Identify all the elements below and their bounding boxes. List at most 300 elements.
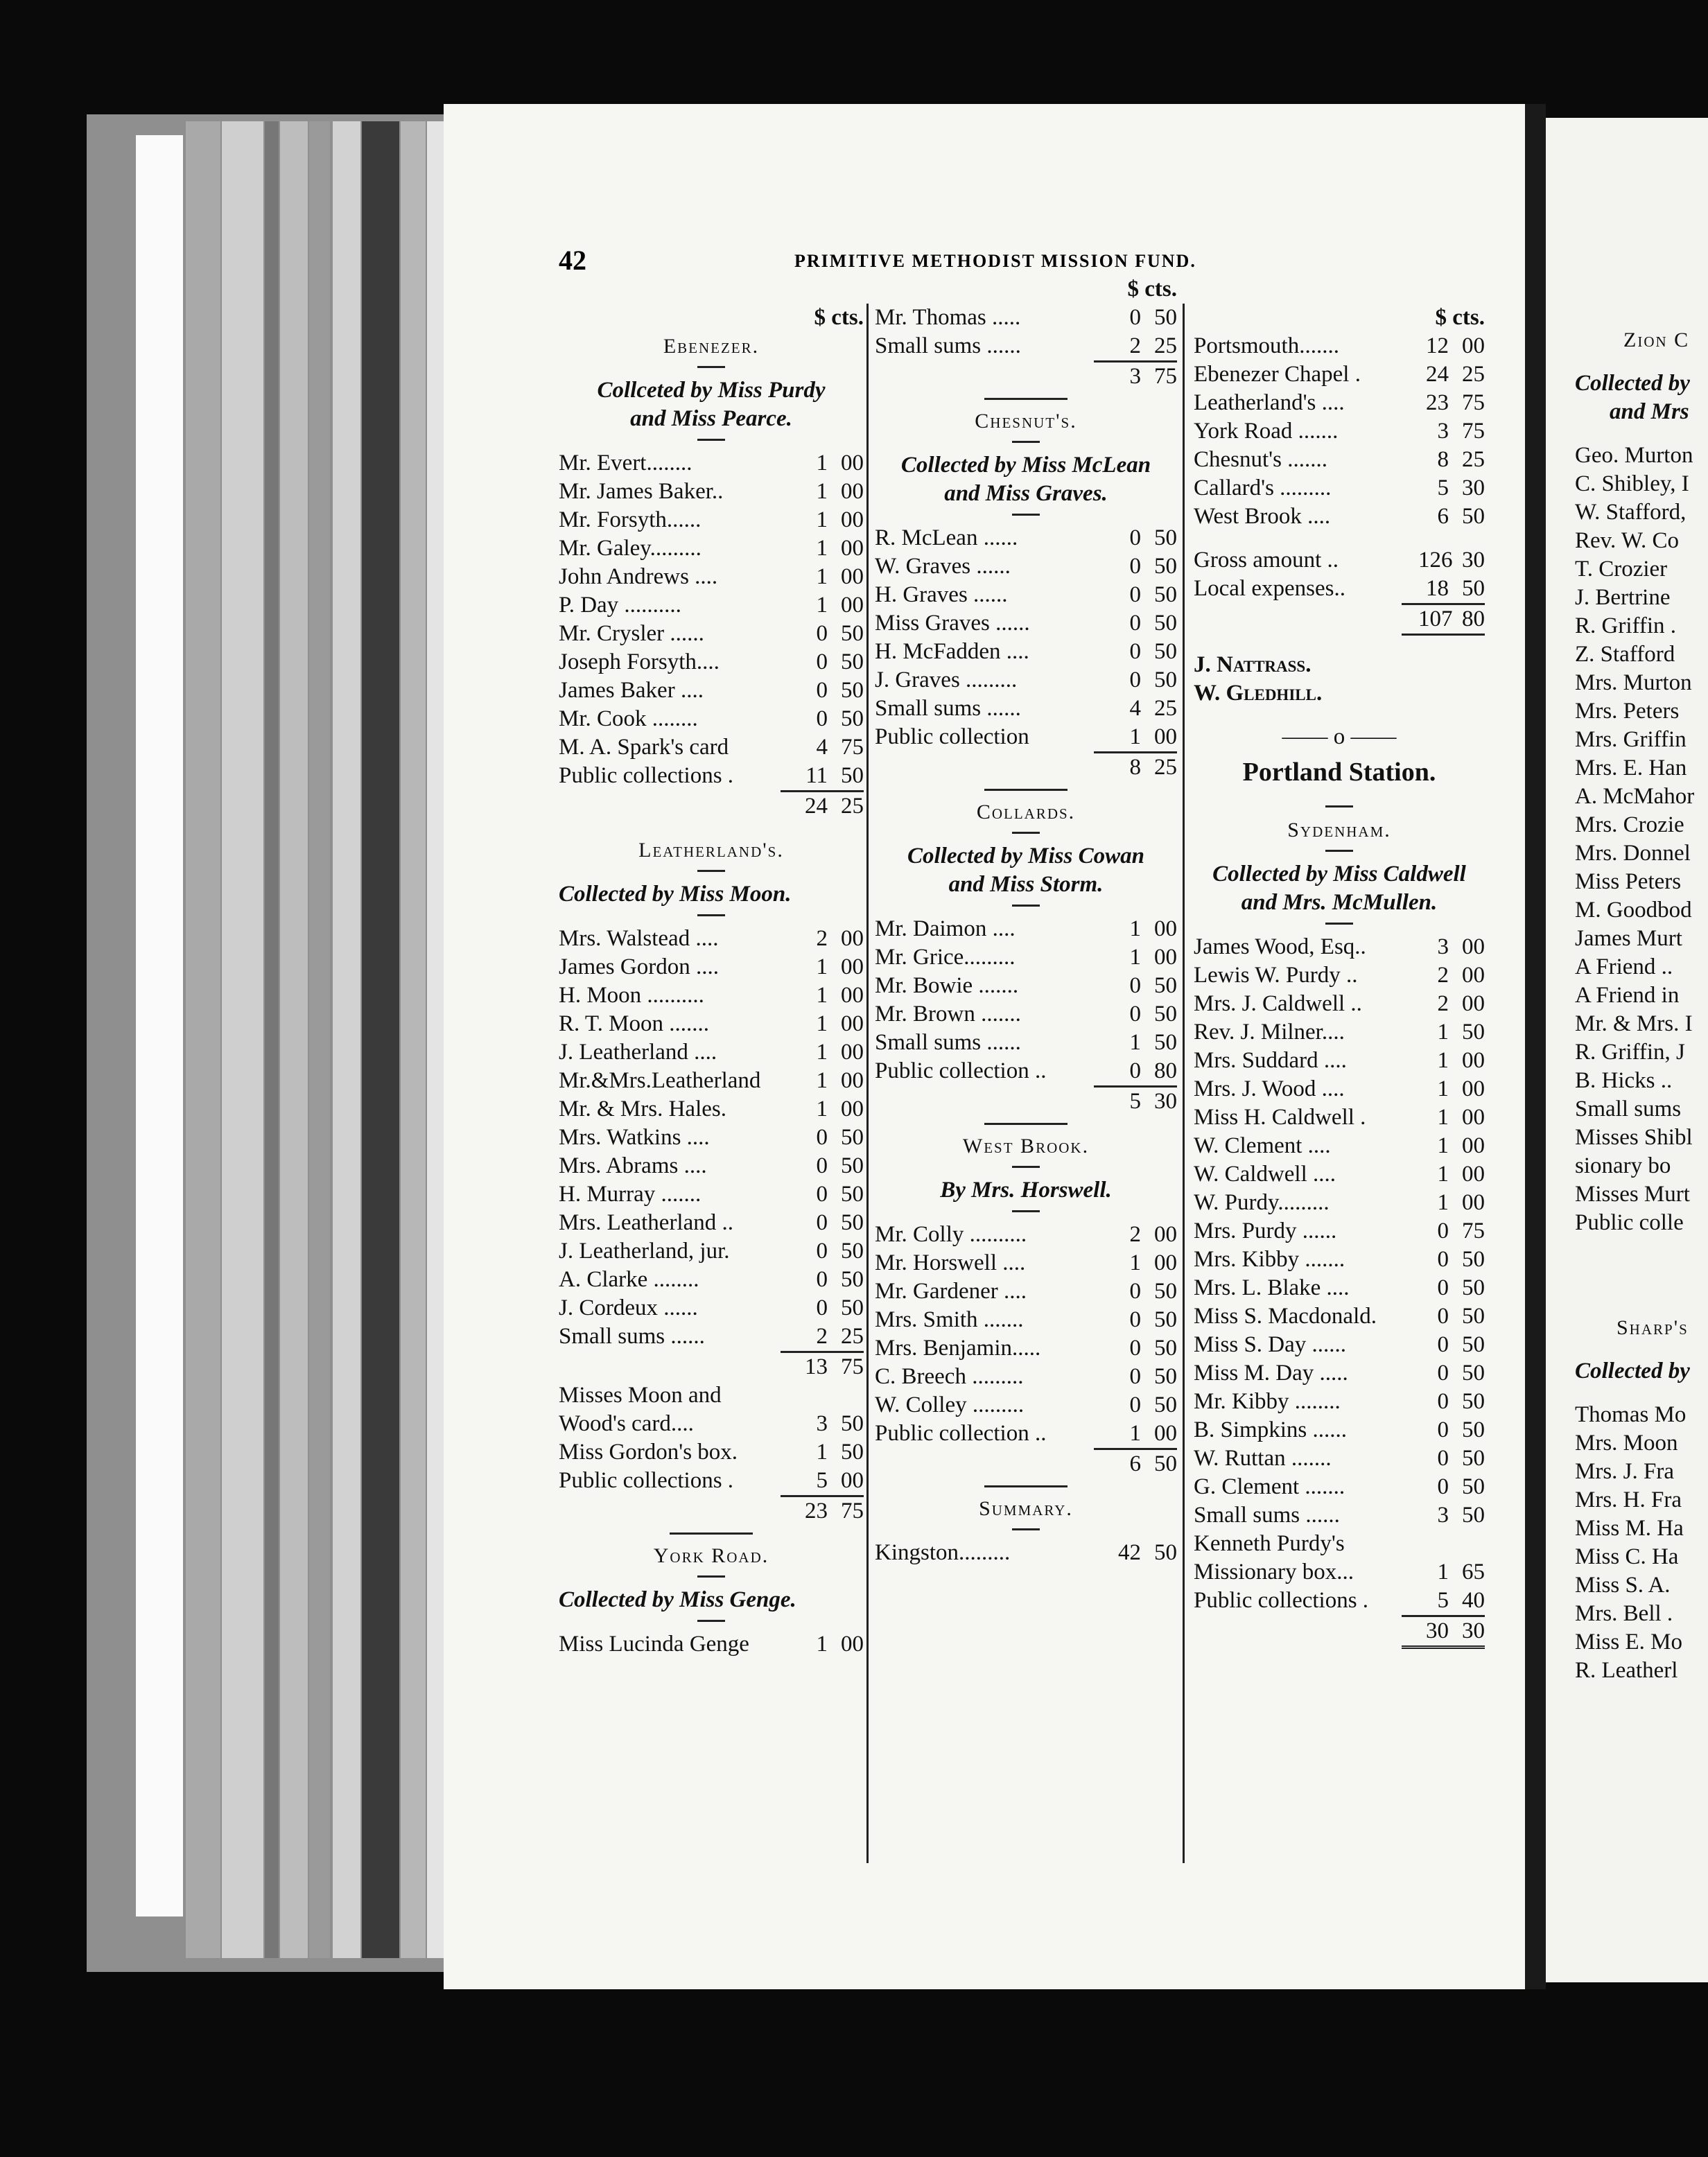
entry-name: Gross amount .. [1194,548,1339,573]
entry-name: Small sums ...... [1194,1503,1340,1528]
ledger-row [875,1277,1177,1306]
short-rule [1012,1528,1040,1530]
ledger-row [1575,1038,1708,1067]
ledger-row [1575,1657,1708,1685]
section-heading: Leatherland's. [638,839,784,862]
ledger-row [875,1221,1177,1249]
dollars: 0 [816,1210,828,1235]
short-rule [1012,441,1040,443]
cents: 00 [1154,1222,1177,1247]
dollars: 1 [1437,1105,1449,1130]
short-rule [1012,905,1040,907]
cents: 50 [841,1125,864,1150]
ledger-row [1194,1587,1485,1615]
entry-name: Callard's ......... [1194,475,1332,500]
dollars: 1 [1437,1048,1449,1073]
ledger-row [1194,332,1485,360]
dollars: 1 [816,1440,828,1465]
cents: 50 [1462,1417,1485,1442]
entry-name: York Road ....... [1194,419,1339,444]
entry-name: John Andrews .... [559,564,718,589]
dollars: 23 [1426,390,1449,415]
ledger-row [1194,446,1485,474]
page-edge [222,121,263,1958]
cents: 00 [1462,1190,1485,1215]
station-title: Portland Station. [1242,758,1436,787]
dollars: 4 [1129,696,1141,721]
running-title: PRIMITIVE METHODIST MISSION FUND. [794,251,1196,271]
ledger-row [1575,754,1708,783]
entry-name: Wood's card.... [559,1411,694,1436]
section-rule [984,1123,1068,1125]
entry-name: James Baker .... [559,678,704,703]
page-edge [265,121,279,1958]
ledger-row [559,1294,864,1322]
dollars: 126 [1418,548,1453,573]
dollars: 1 [1129,724,1141,749]
ledger-row [875,972,1177,1000]
cents: 75 [841,735,864,760]
ledger-row [1575,584,1708,612]
dollars: 1 [1129,916,1141,941]
section-heading: York Road. [653,1544,769,1567]
collector-line: Collected by Miss Cowan [907,844,1144,868]
ledger-row [1194,1160,1485,1189]
cents: 00 [841,536,864,561]
dollars [797,1381,828,1410]
cents: 50 [841,706,864,731]
dollars: 0 [1129,1364,1141,1389]
entry-name: W. Stafford, [1575,500,1687,525]
cents: 00 [1154,1421,1177,1446]
short-rule [1325,850,1353,852]
entry-name: J. Graves ......... [875,667,1018,692]
section-heading: Ebenezer. [663,335,760,358]
ledger-row [1575,981,1708,1010]
entry-name: Lewis W. Purdy .. [1194,963,1358,988]
dollars: 18 [1426,576,1449,601]
ledger-row [1194,990,1485,1018]
dollars: 0 [816,1125,828,1150]
ornament-separator: —— o —— [1282,724,1397,749]
ledger-row [559,478,864,506]
dollars: 5 [816,1468,828,1493]
entry-name: Mr. Brown ....... [875,1002,1021,1027]
dollars: 1 [816,1097,828,1121]
entry-name: Mrs. Bell . [1575,1601,1673,1626]
entry-name: Mr. Cook ........ [559,706,698,731]
cents: 00 [841,1468,864,1493]
short-rule [1012,1210,1040,1212]
ledger-row [559,563,864,591]
ledger-row [1575,1571,1708,1600]
ledger-row [1575,1180,1708,1209]
ledger-row [875,1000,1177,1029]
entry-name: Public collection .. [875,1421,1047,1446]
dollars: 3 [1437,934,1449,959]
entry-name: Mrs. L. Blake .... [1194,1275,1350,1300]
entry-name: H. Graves ...... [875,582,1008,607]
units-header: $ cts. [814,305,864,330]
ledger-row [1575,1429,1708,1458]
entry-name: Public collections . [559,763,734,788]
dollars: 0 [1129,1002,1141,1027]
ledger-row [875,1539,1177,1567]
entry-name: A. Clarke ........ [559,1267,699,1292]
cents: 50 [841,1440,864,1465]
dollars: 0 [816,1153,828,1178]
dollars: 0 [1129,1392,1141,1417]
entry-name: W. Caldwell .... [1194,1162,1336,1187]
entry-name: W. Ruttan ....... [1194,1446,1332,1471]
cents: 00 [841,954,864,979]
signer: J. Nattrass. [1194,652,1312,677]
ledger-row [559,1152,864,1180]
cents: 50 [1462,576,1485,601]
page-number: 42 [559,245,586,276]
entry-name: P. Day .......... [559,593,681,618]
ledger-row [559,1124,864,1152]
ledger-row [1575,925,1708,953]
cents: 50 [1154,1002,1177,1027]
cents: 50 [841,1239,864,1264]
collector-line: and Miss Pearce. [630,406,792,431]
entry-name: Mr. & Mrs. I [1575,1011,1693,1036]
collector-line: Collected by Miss Caldwell [1212,862,1466,887]
carryover-rows [875,304,1177,360]
dollars: 12 [1426,333,1449,358]
column-4-partial [1575,326,1708,1685]
cents: 50 [1462,1275,1485,1300]
entry-name: Miss H. Caldwell . [1194,1105,1366,1130]
entry-name: J. Leatherland, jur. [559,1239,730,1264]
cents: 50 [841,1153,864,1178]
entry-name: Mrs. Leatherland .. [559,1210,733,1235]
cents: 50 [1154,1392,1177,1417]
cents: 50 [1154,1336,1177,1361]
cents: 50 [1154,1540,1177,1565]
ledger-row [1575,868,1708,896]
dollars: 3 [1437,419,1449,444]
entry-name: Miss C. Ha [1575,1544,1679,1569]
ledger-row [875,1391,1177,1420]
entry-name: M. A. Spark's card [559,735,729,760]
cents: 00 [1154,916,1177,941]
ledger-row [1575,839,1708,868]
ledger-row [1575,1543,1708,1571]
ledger-row [559,1010,864,1038]
short-rule [1325,805,1353,807]
ledger-row [875,304,1177,332]
ledger-row [1194,1047,1485,1075]
entry-name: Mrs. Peters [1575,699,1680,724]
entry-name: C. Breech ......... [875,1364,1024,1389]
ledger-row [1575,1458,1708,1486]
ledger-row [1575,1514,1708,1543]
ledger-row [1575,1095,1708,1124]
entry-name: Public colle [1575,1210,1684,1235]
entry-name: R. T. Moon ....... [559,1011,709,1036]
cents: 00 [841,479,864,504]
dollars: 0 [1437,1389,1449,1414]
dollars: 3 [1437,1503,1449,1528]
entry-name: R. Griffin . [1575,613,1677,638]
entry-name: Small sums ...... [875,333,1021,358]
summary-rows [1194,332,1485,531]
entry-name: Mr. Crysler ...... [559,621,704,646]
ledger-row [1194,1501,1485,1530]
dollars: 2 [1129,1222,1141,1247]
dollars: 8 [1437,447,1449,472]
short-rule [697,1620,725,1622]
dollars: 11 [805,763,828,788]
entry-name: Mrs. Murton [1575,670,1692,695]
book-gutter [1525,104,1546,1989]
entry-name: A Friend .. [1575,954,1673,979]
entry-name: Mr. Colly .......... [875,1222,1027,1247]
ledger-row [1575,953,1708,981]
entry-name: Mrs. Abrams .... [559,1153,707,1178]
entry-name: Miss E. Mo [1575,1630,1682,1654]
dollars: 1 [1437,1133,1449,1158]
entry-name: R. McLean ...... [875,525,1018,550]
entry-name: Mrs. J. Wood .... [1194,1076,1345,1101]
entry-name: Rev. W. Co [1575,528,1680,553]
ledger-row [559,506,864,534]
entry-name: Mrs. Donnel [1575,841,1691,866]
short-rule [1012,1166,1040,1168]
section-heading: Sydenham. [1287,819,1391,841]
dollars: 0 [1129,1058,1141,1083]
entry-name: Mr. & Mrs. Hales. [559,1097,726,1121]
entry-name: Public collections . [559,1468,734,1493]
column-divider [1183,304,1185,1863]
entry-name: R. Griffin, J [1575,1040,1685,1065]
dollars: 24 [1426,362,1449,387]
entry-name: Ebenezer Chapel . [1194,362,1361,387]
ledger-row [1575,1010,1708,1038]
entry-name: A Friend in [1575,983,1680,1008]
ledger-row [1575,1209,1708,1237]
dollars: 1 [1129,945,1141,970]
ledger-row [1575,527,1708,555]
entry-name: Mrs. J. Caldwell .. [1194,991,1362,1016]
zion-rows [1575,442,1708,1237]
entry-name: J. Cordeux ...... [559,1295,698,1320]
page-edge [280,121,308,1958]
entry-name: Mrs. Purdy ...... [1194,1219,1337,1243]
dollars: 0 [1129,611,1141,636]
dollars: 0 [1129,305,1141,330]
summary-rows [875,1539,1177,1567]
entry-name: Small sums ...... [875,1030,1021,1055]
entry-name: B. Simpkins ...... [1194,1417,1347,1442]
cents: 50 [1154,525,1177,550]
entry-name: Small sums [1575,1097,1682,1121]
entry-name: Mr. Evert........ [559,451,692,475]
dollars: 0 [1437,1332,1449,1357]
ledger-row [1575,726,1708,754]
ledger-row [1575,896,1708,925]
dollars: 0 [816,1239,828,1264]
ledger-row [1194,1388,1485,1416]
dollars: 0 [1129,973,1141,998]
entry-name: Joseph Forsyth.... [559,649,720,674]
sharps-rows [1575,1401,1708,1685]
ledger-row [1575,1486,1708,1514]
cents: 30 [1462,475,1485,500]
cents: 50 [1462,1474,1485,1499]
dollars: 2 [816,926,828,951]
entry-name: James Wood, Esq.. [1194,934,1366,959]
ledger-row [1194,1359,1485,1388]
entry-name: Mrs. Griffin [1575,727,1687,752]
entry-name: Mr. Galey......... [559,536,702,561]
cents: 00 [841,1097,864,1121]
entry-name: Rev. J. Milner.... [1194,1020,1345,1045]
sydenham-rows [1194,933,1485,1615]
ledger-row [875,1334,1177,1363]
cents: 50 [1154,1030,1177,1055]
cents: 00 [1462,333,1485,358]
ledger-row [1575,811,1708,839]
ledger-row [1194,575,1485,603]
cents: 50 [1462,1304,1485,1329]
ledger-row [559,1266,864,1294]
ledger-row [875,1363,1177,1391]
ledger-row [1194,546,1485,575]
section-heading: West Brook. [962,1135,1090,1158]
entry-name: W. Clement .... [1194,1133,1331,1158]
ledger-row [875,609,1177,638]
ledger-row [1194,389,1485,417]
entry-name: Mrs. Moon [1575,1431,1678,1456]
cents: 65 [1462,1560,1485,1584]
entry-name: Misses Murt [1575,1182,1690,1207]
entry-name: M. Goodbod [1575,898,1692,923]
section-heading: Collards. [976,801,1076,823]
dollars: 1 [1437,1162,1449,1187]
short-rule [697,914,725,916]
collector-line: Collected by Miss McLean [900,453,1151,478]
entry-name: Miss M. Day ..... [1194,1361,1348,1386]
ledger-row [1194,417,1485,446]
dollars: 0 [1437,1247,1449,1272]
collector-line: and Miss Graves. [944,481,1108,506]
cents: 75 [1462,419,1485,444]
dollars: 0 [816,1267,828,1292]
ledger-row [559,1038,864,1067]
section-rule [670,1532,753,1535]
total-row: 6 50 [1129,1451,1177,1476]
cents: 50 [1462,1446,1485,1471]
dollars: 0 [1437,1474,1449,1499]
entry-name: Portsmouth....... [1194,333,1339,358]
ledger-row [559,648,864,676]
cents: 00 [1154,724,1177,749]
cents: 00 [1462,1162,1485,1187]
dollars: 0 [1437,1304,1449,1329]
ledger-row [875,723,1177,751]
dollars: 0 [1129,554,1141,579]
ledger-row [1194,1132,1485,1160]
entry-name: Missionary box... [1194,1560,1354,1584]
ledger-row [875,581,1177,609]
dollars: 0 [1437,1446,1449,1471]
ledger-row [875,638,1177,666]
cents: 00 [1462,963,1485,988]
dollars: 0 [1129,1279,1141,1304]
dollars: 1 [816,954,828,979]
ledger-row [875,552,1177,581]
cents: 00 [841,983,864,1008]
ledger-row [1194,1416,1485,1444]
dollars: 0 [816,678,828,703]
entry-name: sionary bo [1575,1153,1671,1178]
ledger-row [1194,1274,1485,1302]
cents: 00 [1154,945,1177,970]
dollars: 1 [816,451,828,475]
gross-rows [1194,546,1485,603]
dollars: 1 [816,479,828,504]
cents: 00 [1462,1105,1485,1130]
cents: 50 [1154,1307,1177,1332]
ledger-row [1194,1018,1485,1047]
chesnut-rows [875,524,1177,751]
section-heading: Summary. [979,1497,1073,1520]
cents: 50 [1154,611,1177,636]
entry-name: Mr. Forsyth...... [559,507,702,532]
entry-name: Mrs. Suddard .... [1194,1048,1347,1073]
cents: 00 [1462,1048,1485,1073]
ledger-row [559,1322,864,1351]
cents: 00 [1462,934,1485,959]
cents: 00 [1462,1133,1485,1158]
page-edge [362,121,399,1958]
entry-name: James Murt [1575,926,1682,951]
ledger-row [1575,442,1708,470]
cents [828,1381,864,1410]
entry-name: Miss S. Macdonald. [1194,1304,1377,1329]
entry-name: Mr. James Baker.. [559,479,724,504]
entry-name: Public collections . [1194,1588,1369,1613]
dollars: 5 [1437,1588,1449,1613]
ledger-row [1194,503,1485,531]
ledger-row [559,591,864,620]
ledger-row [1194,1302,1485,1331]
leatherland-rows-2 [559,1381,864,1495]
cents: 50 [1462,1020,1485,1045]
cents: 80 [1154,1058,1177,1083]
ledger-row [1575,612,1708,640]
entry-name: J. Bertrine [1575,585,1671,610]
section-heading: Zion C [1623,329,1690,351]
ledger-row [1575,783,1708,811]
ledger-row [1194,1189,1485,1217]
collector-line: By Mrs. Horswell. [940,1178,1112,1203]
cents: 50 [841,1210,864,1235]
cents: 50 [841,678,864,703]
dollars: 1 [1437,1020,1449,1045]
dollars: 1 [1129,1421,1141,1446]
ledger-row [559,733,864,762]
dollars: 0 [1129,1336,1141,1361]
dollars: 6 [1437,504,1449,529]
cents: 50 [1462,1361,1485,1386]
ledger-row [1575,1628,1708,1657]
dollars: 0 [1129,525,1141,550]
cents: 00 [841,507,864,532]
